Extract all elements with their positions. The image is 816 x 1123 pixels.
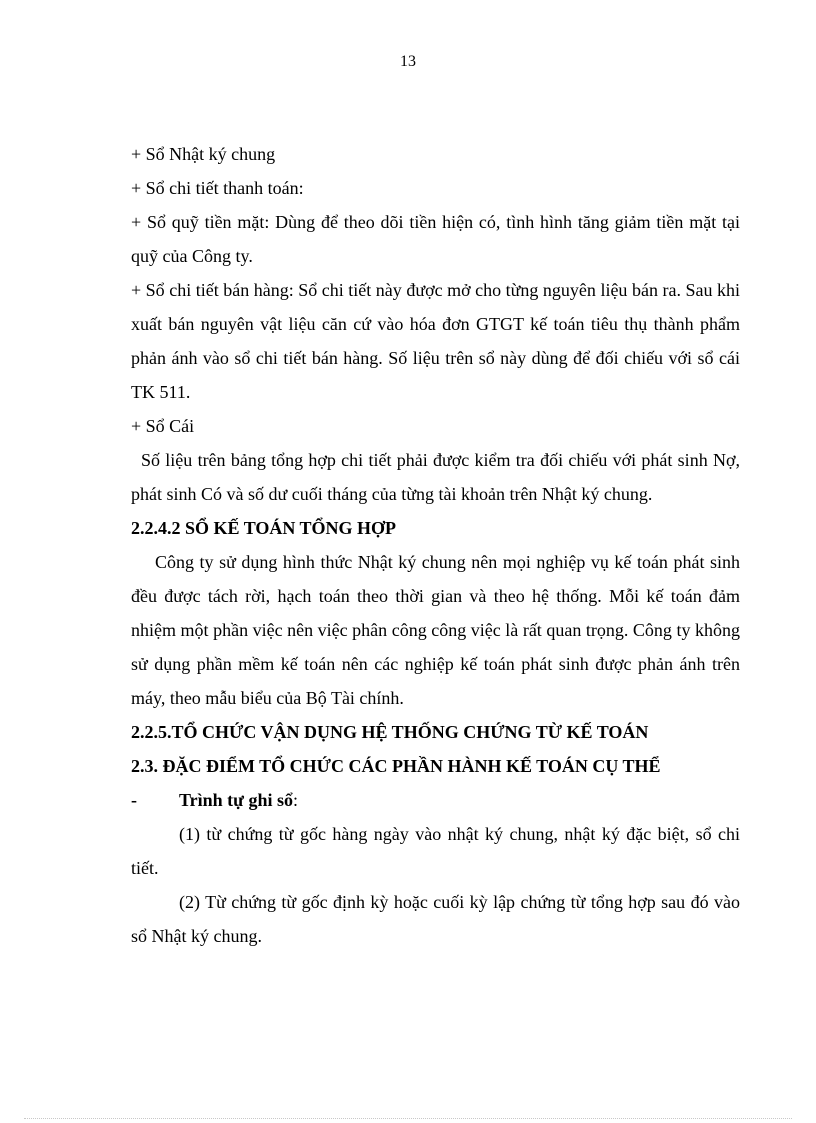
list-item-sales-detail-ledger: + Sổ chi tiết bán hàng: Sổ chi tiết này được mở cho từng nguyên liệu bán ra. Sau khi xuất bán nguyên vật liệu căn cứ vào hóa đơn GTGT kế toán tiêu thụ thành phẩm phản ánh vào sổ chi tiết bán hàng. Số liệu trên sổ này dùng để đối chiếu với sổ cái TK 511.	[131, 280, 740, 402]
list-item-cash-book: + Sổ quỹ tiền mặt: Dùng để theo dõi tiền hiện có, tình hình tăng giảm tiền mặt tại quỹ của Công ty.	[131, 212, 740, 266]
page-bottom-rule	[24, 1118, 792, 1119]
recording-sequence-colon: :	[293, 790, 299, 810]
general-journal-paragraph: Công ty sử dụng hình thức Nhật ký chung nên mọi nghiệp vụ kế toán phát sinh đều được tách rời, hạch toán theo thời gian và theo hệ thống. Mỗi kế toán đảm nhiệm một phần việc nên việc phân công công việc là rất quan trọng. Công ty không sử dụng phần mềm kế toán nên các nghiệp kế toán phát sinh được phản ánh trên máy, theo mẫu biểu của Bộ Tài chính.	[131, 552, 740, 708]
list-item-general-ledger: + Sổ Cái	[131, 416, 195, 436]
step-1-paragraph: (1) từ chứng từ gốc hàng ngày vào nhật ký chung, nhật ký đặc biệt, sổ chi tiết.	[131, 824, 740, 878]
page-number: 13	[400, 53, 416, 70]
recording-sequence-title	[179, 783, 298, 817]
recording-sequence-line	[131, 783, 740, 817]
bullet-dash: -	[131, 790, 137, 810]
list-item-general-journal: + Sổ Nhật ký chung	[131, 144, 276, 164]
step-2-paragraph: (2) Từ chứng từ gốc định kỳ hoặc cuối kỳ lập chứng từ tổng hợp sau đó vào sổ Nhật ký chung.	[131, 892, 740, 946]
document-body	[131, 137, 740, 953]
section-heading-accounting-parts: 2.3. ĐẶC ĐIỂM TỔ CHỨC CÁC PHẦN HÀNH KẾ TOÁN CỤ THỂ	[131, 756, 661, 776]
section-heading-general-accounting-books: 2.2.4.2 SỔ KẾ TOÁN TỔNG HỢP	[131, 518, 397, 538]
list-item-payment-detail-ledger: + Sổ chi tiết thanh toán:	[131, 178, 304, 198]
reconciliation-paragraph: Số liệu trên bảng tổng hợp chi tiết phải được kiểm tra đối chiếu với phát sinh Nợ, phát sinh Có và số dư cuối tháng của từng tài khoản trên Nhật ký chung.	[131, 450, 740, 504]
recording-sequence-label: Trình tự ghi sổ	[179, 790, 293, 810]
section-heading-voucher-system: 2.2.5.TỔ CHỨC VẬN DỤNG HỆ THỐNG CHỨNG TỪ KẾ TOÁN	[131, 722, 649, 742]
